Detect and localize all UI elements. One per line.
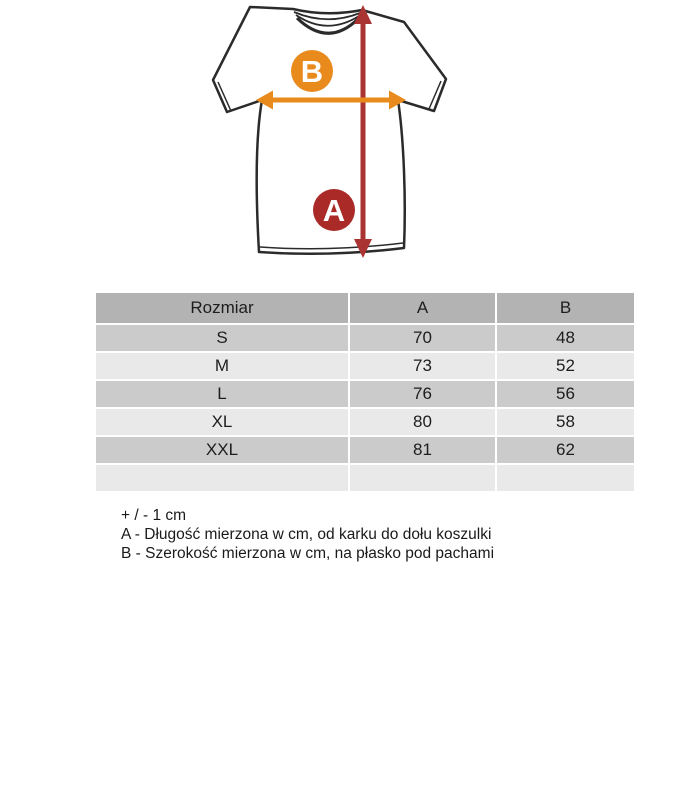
measurement-notes	[121, 506, 494, 563]
size-table	[96, 293, 634, 491]
empty-cell	[350, 465, 495, 491]
b-value-cell: 52	[497, 353, 634, 379]
b-value-cell: 56	[497, 381, 634, 407]
badge-a-label: A	[322, 193, 346, 228]
col-header-b: B	[497, 293, 634, 323]
badge-b	[291, 50, 333, 92]
size-cell: L	[96, 381, 348, 407]
a-value-cell: 80	[350, 409, 495, 435]
b-value-cell: 58	[497, 409, 634, 435]
col-header-a: A	[350, 293, 495, 323]
a-value-cell: 70	[350, 325, 495, 351]
note-b: B - Szerokość mierzona w cm, na płasko pod pachami	[121, 545, 495, 562]
size-cell: XL	[96, 409, 348, 435]
size-cell: S	[96, 325, 348, 351]
empty-cell	[96, 465, 348, 491]
col-header-size: Rozmiar	[96, 293, 348, 323]
size-cell: XXL	[96, 437, 348, 463]
empty-cell	[497, 465, 634, 491]
tolerance-note: + / - 1 cm	[121, 507, 187, 524]
note-a: A - Długość mierzona w cm, od karku do dołu koszulki	[121, 526, 492, 543]
badge-a	[313, 189, 355, 231]
size-cell: M	[96, 353, 348, 379]
b-value-cell: 62	[497, 437, 634, 463]
a-value-cell: 76	[350, 381, 495, 407]
b-value-cell: 48	[497, 325, 634, 351]
a-value-cell: 73	[350, 353, 495, 379]
a-value-cell: 81	[350, 437, 495, 463]
tshirt-measurement-diagram	[0, 0, 700, 292]
badge-b-label: B	[300, 54, 324, 89]
